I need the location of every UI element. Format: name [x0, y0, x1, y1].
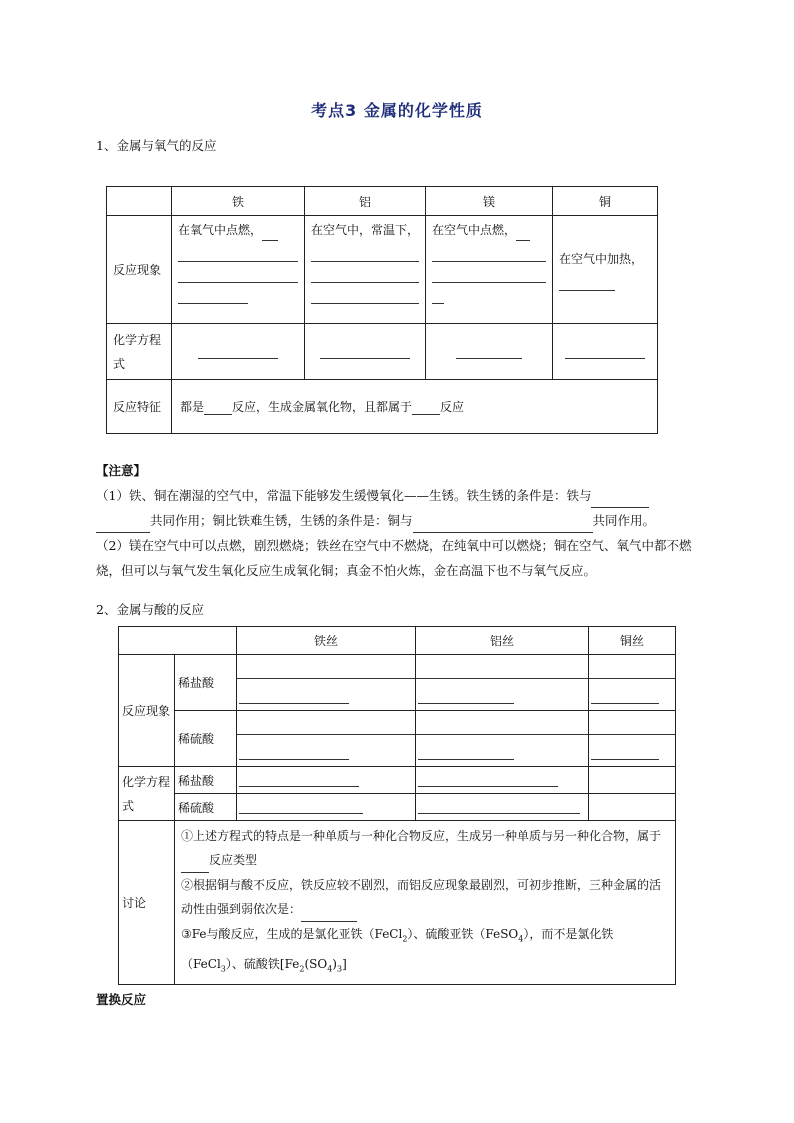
fill-blank[interactable]	[418, 735, 514, 760]
fill-blank[interactable]	[591, 735, 659, 760]
header-aluminum: 铝	[305, 187, 426, 216]
fill-blank[interactable]	[418, 786, 558, 787]
fill-blank[interactable]	[589, 718, 675, 735]
metal-oxygen-table	[106, 186, 658, 434]
section-heading-acid: 2、金属与酸的反应	[96, 602, 204, 617]
section-heading-oxygen: 1、金属与氧气的反应	[96, 138, 217, 153]
fill-blank[interactable]	[237, 662, 415, 679]
row-label-equation: 化学方程式	[107, 324, 172, 380]
row-label-equation: 化学方程式	[119, 767, 175, 821]
header-iron-wire: 铁丝	[237, 627, 416, 655]
discussion-3: ③Fe与酸反应，生成的是氯化亚铁（FeCl$_2$）、硫酸亚铁（FeSO$_4$），而不是氯化铁（FeCl$_3$）、硫酸铁$[Fe_2(SO_4)_3]$	[181, 926, 614, 973]
feature-cell: 都是 反应，生成金属氧化物，且都属于 反应	[172, 380, 658, 434]
fill-blank[interactable]	[432, 283, 444, 304]
fill-blank[interactable]	[311, 283, 419, 304]
header-magnesium: 镁	[426, 187, 553, 216]
fill-blank[interactable]	[239, 786, 359, 787]
fill-blank[interactable]	[456, 358, 522, 359]
row-label-feature: 反应特征	[107, 380, 172, 434]
fill-blank[interactable]	[237, 718, 415, 735]
note-block	[96, 458, 700, 583]
header-copper: 铜	[553, 187, 658, 216]
fill-blank[interactable]	[516, 240, 530, 241]
fill-blank[interactable]	[198, 358, 278, 359]
metal-acid-table	[118, 626, 676, 985]
header-iron: 铁	[172, 187, 305, 216]
fill-blank[interactable]	[565, 358, 645, 359]
fill-blank[interactable]	[178, 262, 298, 283]
acid-h2so4-label: 稀硫酸	[175, 794, 237, 821]
fill-blank[interactable]	[559, 270, 615, 291]
obs-magnesium: 在空气中点燃，	[426, 216, 553, 324]
header-copper-wire: 铜丝	[589, 627, 676, 655]
fill-blank[interactable]	[178, 283, 248, 304]
note-heading: 【注意】	[96, 463, 147, 478]
discussion-2: ②根据铜与酸不反应，铁反应较不剧烈，而铝反应现象最剧烈，可初步推断，三种金属的活动性由强到弱依次是：	[181, 873, 669, 922]
acid-hcl-label: 稀盐酸	[175, 655, 237, 711]
obs-iron: 在氧气中点燃，	[172, 216, 305, 324]
fill-blank[interactable]	[432, 241, 546, 262]
section-heading-displacement: 置换反应	[96, 992, 147, 1007]
fill-blank[interactable]	[239, 813, 363, 814]
fill-blank[interactable]	[591, 679, 659, 704]
obs-aluminum: 在空气中，常温下，	[305, 216, 426, 324]
fill-blank[interactable]	[239, 735, 349, 760]
fill-blank[interactable]	[320, 358, 410, 359]
acid-hcl-label: 稀盐酸	[175, 767, 237, 794]
eq-magnesium	[426, 324, 553, 380]
fill-blank[interactable]	[416, 718, 588, 735]
eq-aluminum	[305, 324, 426, 380]
fill-blank[interactable]	[418, 813, 580, 814]
fill-blank[interactable]	[591, 507, 649, 508]
fill-blank[interactable]	[432, 262, 546, 283]
fill-blank[interactable]	[311, 241, 419, 262]
fill-blank[interactable]	[262, 240, 278, 241]
eq-copper	[553, 324, 658, 380]
note-paragraph-1: （1）铁、铜在潮湿的空气中，常温下能够发生缓慢氧化——生锈。铁生锈的条件是：铁与共同作用；铜比铁难生锈，生锈的条件是：铜与 共同作用。	[96, 483, 700, 533]
discussion-1: ①上述方程式的特点是一种单质与一种化合物反应，生成另一种单质与另一种化合物，属于反应类型	[181, 824, 669, 873]
fill-blank[interactable]	[589, 662, 675, 679]
fill-blank[interactable]	[418, 679, 514, 704]
obs-copper: 在空气中加热，	[553, 216, 658, 324]
note-paragraph-2: （2）镁在空气中可以点燃，剧烈燃烧；铁丝在空气中不燃烧，在纯氧中可以燃烧；铜在空气、氧气中都不燃烧，但可以与氧气发生氧化反应生成氧化铜；真金不怕火炼，金在高温下也不与氧气反应。	[96, 538, 692, 578]
page-title: 考点3 金属的化学性质	[311, 101, 483, 120]
fill-blank[interactable]	[204, 414, 232, 415]
row-label-observation: 反应现象	[107, 216, 172, 324]
row-label-discussion: 讨论	[119, 821, 175, 985]
fill-blank[interactable]	[311, 262, 419, 283]
fill-blank[interactable]	[178, 241, 298, 262]
acid-h2so4-label: 稀硫酸	[175, 711, 237, 767]
row-label-observation: 反应现象	[119, 655, 175, 767]
fill-blank[interactable]	[239, 679, 349, 704]
header-aluminum-wire: 铝丝	[416, 627, 589, 655]
discussion-cell	[175, 821, 676, 985]
eq-iron	[172, 324, 305, 380]
fill-blank[interactable]	[412, 414, 440, 415]
fill-blank[interactable]	[416, 662, 588, 679]
